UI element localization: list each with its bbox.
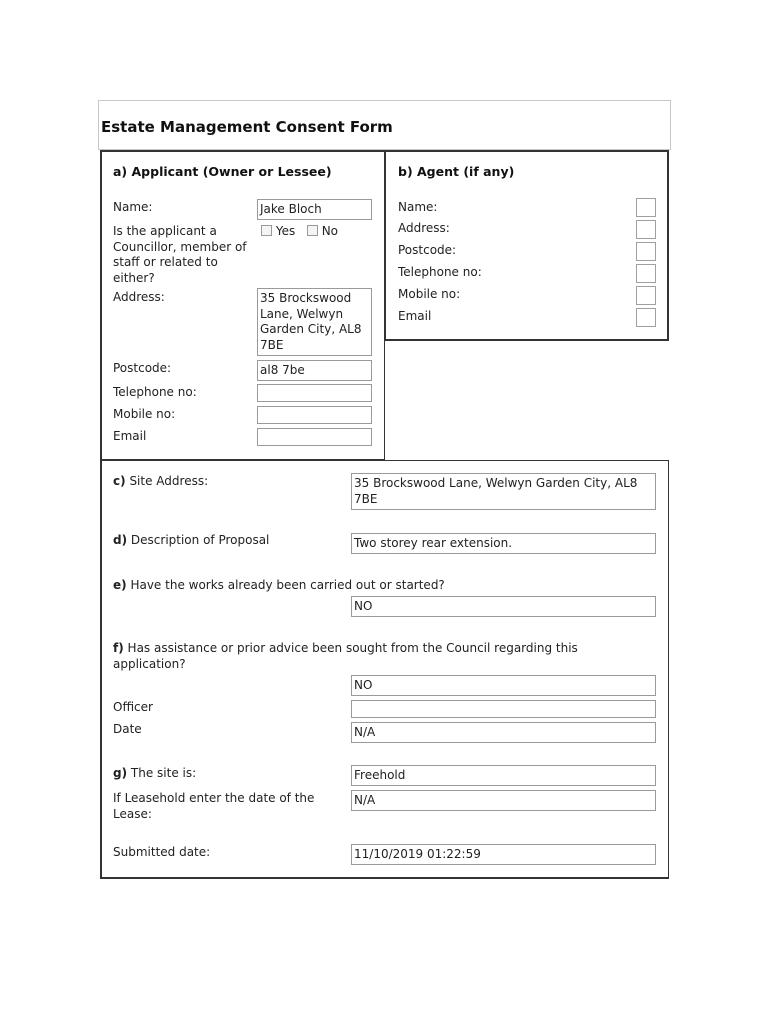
lease-field[interactable]: N/A [351, 790, 656, 811]
yes-label: Yes [275, 224, 296, 238]
officer-field[interactable] [351, 700, 656, 718]
agent-postcode-field[interactable] [636, 242, 656, 261]
councillor-label: Is the applicant a Councillor, member of staff or related to either? [113, 224, 247, 285]
applicant-telephone-field[interactable] [257, 384, 372, 402]
no-label: No [321, 224, 339, 238]
applicant-email-field[interactable] [257, 428, 372, 446]
site-is-label: g) The site is: [113, 766, 197, 780]
officer-label: Officer [113, 700, 153, 714]
agent-telephone-field[interactable] [636, 264, 656, 283]
applicant-mobile-field[interactable] [257, 406, 372, 424]
applicant-telephone-label: Telephone no: [113, 385, 197, 399]
councillor-options [261, 224, 338, 240]
submitted-label: Submitted date: [113, 845, 211, 859]
agent-name-field[interactable] [636, 198, 656, 217]
submitted-field[interactable]: 11/10/2019 01:22:59 [351, 844, 656, 865]
no-checkbox[interactable] [307, 225, 318, 236]
agent-address-field[interactable] [636, 220, 656, 239]
applicant-email-label: Email [113, 429, 147, 443]
date-label: Date [113, 722, 142, 736]
applicant-heading: a) Applicant (Owner or Lessee) [113, 164, 332, 179]
works-label: e) Have the works already been carried out or started? [113, 578, 445, 592]
lease-label: If Leasehold enter the date of the Lease: [113, 791, 315, 821]
applicant-postcode-field[interactable]: al8 7be [257, 360, 372, 381]
agent-mobile-label: Mobile no: [398, 287, 461, 301]
applicant-mobile-label: Mobile no: [113, 407, 176, 421]
yes-checkbox[interactable] [261, 225, 272, 236]
agent-telephone-label: Telephone no: [398, 265, 482, 279]
applicant-name-field[interactable]: Jake Bloch [257, 199, 372, 220]
proposal-label: d) Description of Proposal [113, 533, 270, 547]
advice-label: f) Has assistance or prior advice been sought from the Council regarding this application? [113, 641, 578, 671]
site-address-label: c) Site Address: [113, 474, 209, 488]
form-title: Estate Management Consent Form [101, 118, 393, 136]
agent-mobile-field[interactable] [636, 286, 656, 305]
applicant-postcode-label: Postcode: [113, 361, 172, 375]
agent-email-field[interactable] [636, 308, 656, 327]
works-field[interactable]: NO [351, 596, 656, 617]
agent-postcode-label: Postcode: [398, 243, 457, 257]
agent-heading: b) Agent (if any) [398, 164, 515, 179]
agent-name-label: Name: [398, 200, 438, 214]
proposal-field[interactable]: Two storey rear extension. [351, 533, 656, 554]
applicant-address-label: Address: [113, 290, 165, 304]
site-is-field[interactable]: Freehold [351, 765, 656, 786]
agent-address-label: Address: [398, 221, 450, 235]
applicant-address-field[interactable]: 35 Brockswood Lane, Welwyn Garden City, AL8 7BE [257, 288, 372, 356]
site-address-field[interactable]: 35 Brockswood Lane, Welwyn Garden City, AL8 7BE [351, 473, 656, 510]
agent-email-label: Email [398, 309, 432, 323]
advice-field[interactable]: NO [351, 675, 656, 696]
applicant-name-label: Name: [113, 200, 153, 214]
date-field[interactable]: N/A [351, 722, 656, 743]
